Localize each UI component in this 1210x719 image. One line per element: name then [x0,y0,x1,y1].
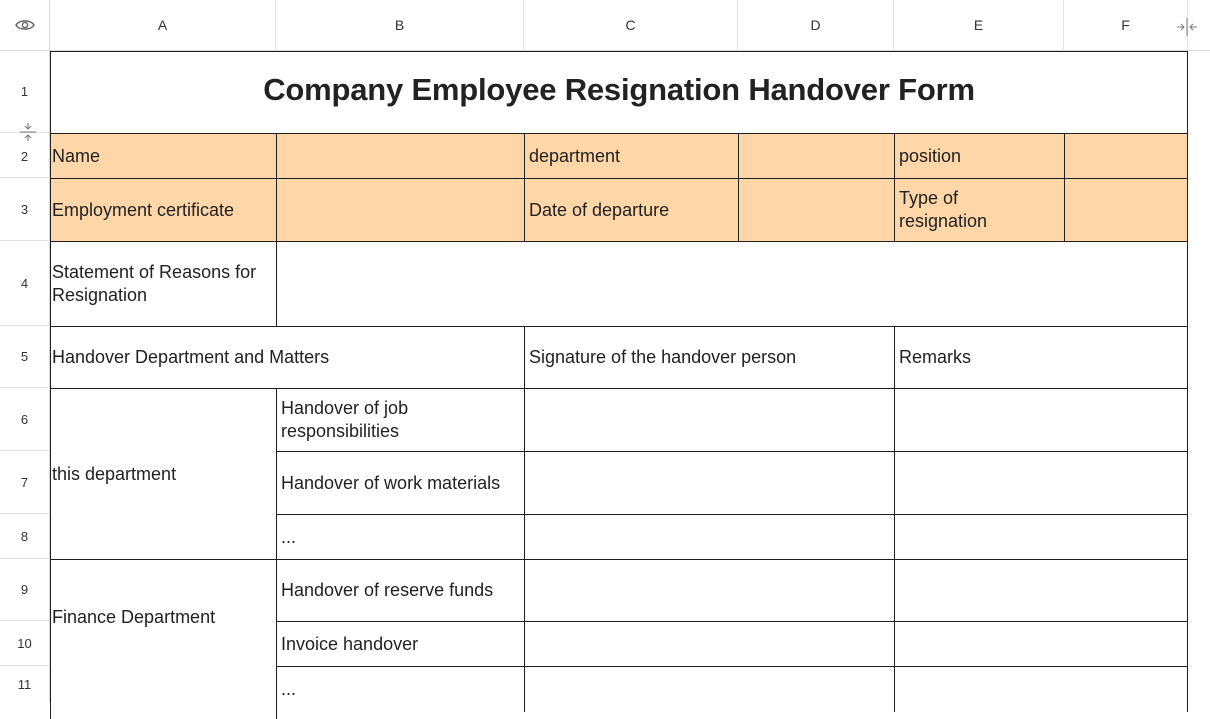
cell-position-label[interactable] [894,133,1065,179]
cell-job-responsibilities-signature[interactable] [524,388,895,452]
row-number: 1 [20,84,29,99]
row-header-8[interactable] [0,514,50,559]
cell-type-of-resignation-label[interactable] [894,178,1065,242]
cell-department-label[interactable] [524,133,739,179]
signature-label: Signature of the handover person [529,347,797,367]
job-responsibilities-label: Handover of job responsibilities [281,398,409,441]
row-header-9[interactable] [0,559,50,621]
reasons-label: Statement of Reasons for Resignation [52,262,257,305]
cell-finance-department[interactable] [50,559,277,719]
row-header-3[interactable] [0,178,50,241]
row-number: 5 [20,349,29,364]
cell-reasons-label[interactable] [50,241,277,327]
cell-ellipsis-2[interactable] [276,666,525,712]
column-resize-icon[interactable] [1176,16,1198,38]
row-number: 3 [20,201,29,217]
cell-work-materials-signature[interactable] [524,451,895,515]
row-number: 8 [20,528,29,544]
cell-name-label[interactable] [50,133,277,179]
cell-ellipsis-1-signature[interactable] [524,514,895,560]
cell-this-department[interactable] [50,388,277,560]
row-resize-icon[interactable] [18,122,38,142]
row-number: 6 [20,411,29,427]
department-label: department [529,145,621,166]
cell-reserve-funds-remarks[interactable] [894,559,1188,622]
cell-ellipsis-2-signature[interactable] [524,666,895,712]
row-header-1[interactable] [0,51,50,133]
cell-date-of-departure-value[interactable] [738,178,895,242]
work-materials-label: Handover of work materials [281,472,501,493]
column-letter: A [157,17,168,33]
cell-work-materials[interactable] [276,451,525,515]
row-header-10[interactable] [0,621,50,666]
row-header-11[interactable] [0,666,50,702]
cell-signature-label[interactable] [524,326,895,389]
cell-reserve-funds-signature[interactable] [524,559,895,622]
column-header-c[interactable] [524,0,738,51]
row-header-7[interactable] [0,451,50,514]
row-header-6[interactable] [0,388,50,451]
cell-ellipsis-1-remarks[interactable] [894,514,1188,560]
date-of-departure-label: Date of departure [529,199,670,220]
cell-department-value[interactable] [738,133,895,179]
ellipsis-text: ... [281,679,297,699]
row-number: 4 [20,275,29,291]
employment-certificate-label: Employment certificate [52,199,235,220]
column-letter: D [810,17,821,33]
cell-invoice-remarks[interactable] [894,621,1188,667]
row-number: 9 [20,582,29,597]
form-title[interactable] [50,51,1188,134]
column-header-e[interactable] [894,0,1064,51]
position-label: position [899,145,962,166]
column-header-f[interactable] [1064,0,1188,51]
type-of-resignation-label: Type of resignation [899,188,988,231]
column-header-d[interactable] [738,0,894,51]
column-letter: F [1121,17,1130,33]
select-all-corner[interactable] [0,0,50,51]
column-letter: C [625,17,636,33]
ellipsis-text: ... [281,526,297,547]
row-number: 2 [20,149,29,164]
cell-handover-dept-matters-label[interactable] [50,326,525,389]
cell-ellipsis-1[interactable] [276,514,525,560]
cell-work-materials-remarks[interactable] [894,451,1188,515]
this-department-label: this department [52,463,177,484]
cell-remarks-label[interactable] [894,326,1188,389]
page-title: Company Employee Resignation Handover Form [263,72,975,107]
column-letter: B [394,17,405,33]
finance-department-label: Finance Department [52,607,216,627]
column-header-b[interactable] [276,0,524,51]
cell-type-of-resignation-value[interactable] [1064,178,1188,242]
cell-reasons-value[interactable] [276,241,1188,327]
cell-employment-certificate-label[interactable] [50,178,277,242]
cell-reserve-funds[interactable] [276,559,525,622]
cell-invoice-signature[interactable] [524,621,895,667]
cell-ellipsis-2-remarks[interactable] [894,666,1188,712]
cell-employment-certificate-value[interactable] [276,178,525,242]
remarks-label: Remarks [899,347,972,367]
row-number: 7 [20,474,29,490]
row-number: 10 [17,635,32,651]
row-number: 11 [17,676,32,692]
invoice-label: Invoice handover [281,633,419,654]
cell-name-value[interactable] [276,133,525,179]
cell-position-value[interactable] [1064,133,1188,179]
cell-job-responsibilities-remarks[interactable] [894,388,1188,452]
column-header-a[interactable] [50,0,276,51]
cell-job-responsibilities[interactable] [276,388,525,452]
column-letter: E [973,17,984,33]
handover-dept-matters-label: Handover Department and Matters [52,347,330,367]
row-header-4[interactable] [0,241,50,326]
row-header-5[interactable] [0,326,50,388]
eye-icon[interactable] [15,18,35,32]
reserve-funds-label: Handover of reserve funds [281,580,494,600]
name-label: Name [52,145,101,166]
cell-invoice[interactable] [276,621,525,667]
cell-date-of-departure-label[interactable] [524,178,739,242]
